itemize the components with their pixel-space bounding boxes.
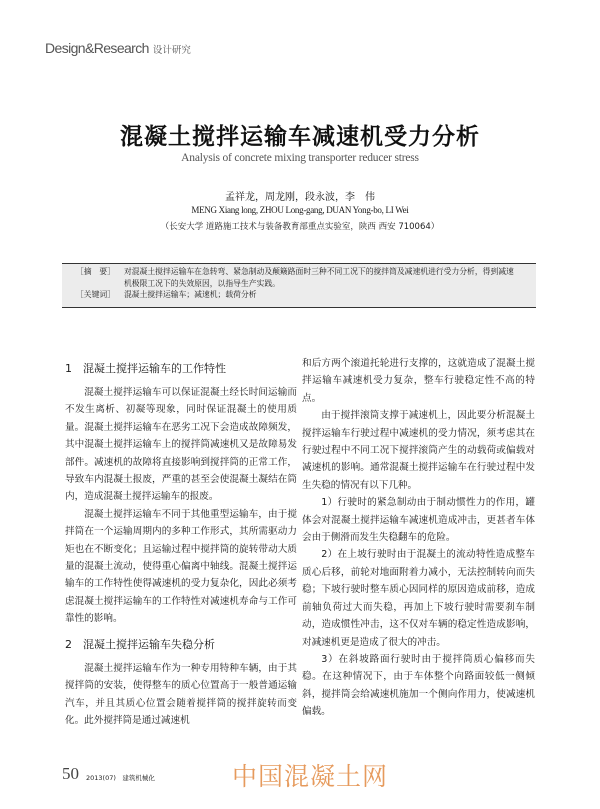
- body-column-left: [65, 360, 297, 729]
- paragraph: 3）在斜坡路面行驶时由于搅拌筒质心偏移而失稳。在这种情况下，由于车体整个向路面较低一侧倾斜，搅拌筒会给减速机施加一个侧向作用力，使减速机偏载。: [302, 653, 535, 718]
- section-label-cn: 设计研究: [152, 45, 191, 56]
- keywords-text: 混凝土搅拌运输车；减速机；载荷分析: [124, 290, 257, 299]
- abstract-label: ［摘 要］: [76, 267, 115, 276]
- authors-en: MENG Xiang long, ZHOU Long-gang, DUAN Yong-bo, LI Wei: [191, 205, 409, 215]
- body-column-right: [302, 355, 535, 721]
- paragraph: 由于搅拌滚筒支撑于减速机上，因此要分析混凝土搅拌运输车行驶过程中减速机的受力情况，须考虑其在行驶过程中不同工况下搅拌滚筒产生的动载荷或偏载对减速机的影响。通常混凝土搅拌运输车在行驶过程中发生失稳的情况有以下几种。: [302, 410, 535, 491]
- journal-issue: 2013(07) 建筑机械化: [86, 774, 155, 782]
- section-number: 2: [65, 637, 72, 651]
- paragraph: 1）行驶时的紧急制动由于制动惯性力的作用，罐体会对混凝土搅拌运输车减速机造成冲击，更甚者车体会由于侧滑而发生失稳翻车的危险。: [302, 497, 535, 544]
- authors-cn: 孟祥龙，周龙刚，段永波，李 伟: [225, 192, 375, 203]
- section-title: 混凝土搅拌运输车的工作特性: [83, 362, 226, 375]
- section-title: 混凝土搅拌运输车失稳分析: [83, 637, 215, 651]
- paragraph: 混凝土搅拌运输车不同于其他重型运输车，由于搅拌筒在一个运输周期内的多种工作形式，其所需驱动力矩也在不断变化；且运输过程中搅拌筒的旋转带动大质量的混凝土流动，使得重心偏离中轴线。混凝土搅拌运输车的工作特性使得减速机的受力复杂化，因此必须考虑混凝土搅拌运输车的工作特性对减速机寿命与工作可靠性的影响。: [65, 508, 297, 625]
- abstract-row: [76, 266, 530, 289]
- section-label-en: Design&Research: [45, 40, 149, 56]
- keywords-label: ［关键词］: [76, 290, 115, 299]
- paragraph: 混凝土搅拌运输车作为一种专用特种车辆，由于其搅拌筒的安装，使得整车的质心位置高于一般普通运输汽车，并且其质心位置会随着搅拌筒的搅拌旋转而变化。此外搅拌筒是通过减速机: [65, 662, 297, 726]
- abstract-box: [62, 263, 536, 308]
- site-watermark: 中国混凝土网: [232, 762, 389, 791]
- section-heading: [65, 360, 297, 378]
- article-title: 混凝土搅拌运输车减速机受力分析: [120, 124, 480, 150]
- paragraph: 和后方两个滚道托轮进行支撑的，这就造成了混凝土搅拌运输车减速机受力复杂，整车行驶稳定性不高的特点。: [302, 358, 535, 404]
- paragraph: 2）在上坡行驶时由于混凝土的流动特性造成整车质心后移，前轮对地面附着力减小，无法控制转向而失稳；下坡行驶时整车质心因同样的原因造成前移，造成前轴负荷过大而失稳，再加上下坡行驶时需要刹车制动，造成惯性冲击，这不仅对车辆的稳定性造成影响，对减速机更是造成了很大的冲击。: [302, 549, 535, 648]
- abstract-text: 对混凝土搅拌运输车在急转弯、紧急制动及颠簸路面时三种不同工况下的搅拌筒及减速机进行受力分析，得到减速机极限工况下的失效原因，以指导生产实践。: [124, 267, 514, 288]
- journal-section-header: [45, 40, 191, 58]
- affiliation: （长安大学 道路施工技术与装备教育部重点实验室，陕西 西安 710064）: [160, 222, 440, 232]
- page-number: 50: [62, 764, 79, 783]
- article-title-en: Analysis of concrete mixing transporter reducer stress: [181, 152, 419, 164]
- keywords-row: [76, 289, 530, 301]
- section-heading: [65, 636, 297, 654]
- paragraph: 混凝土搅拌运输车可以保证混凝土经长时间运输而不发生离析、初凝等现象，同时保证混凝土的使用质量。混凝土搅拌运输车在恶劣工况下会造成故障频发，其中混凝土搅拌运输车上的搅拌筒减速机又是故障易发部件。减速机的故障将直接影响到搅拌筒的正常工作，导致车内混凝土报废，严重的甚至会使混凝土凝结在筒内，造成混凝土搅拌运输车的报废。: [65, 387, 297, 503]
- section-number: 1: [65, 362, 72, 375]
